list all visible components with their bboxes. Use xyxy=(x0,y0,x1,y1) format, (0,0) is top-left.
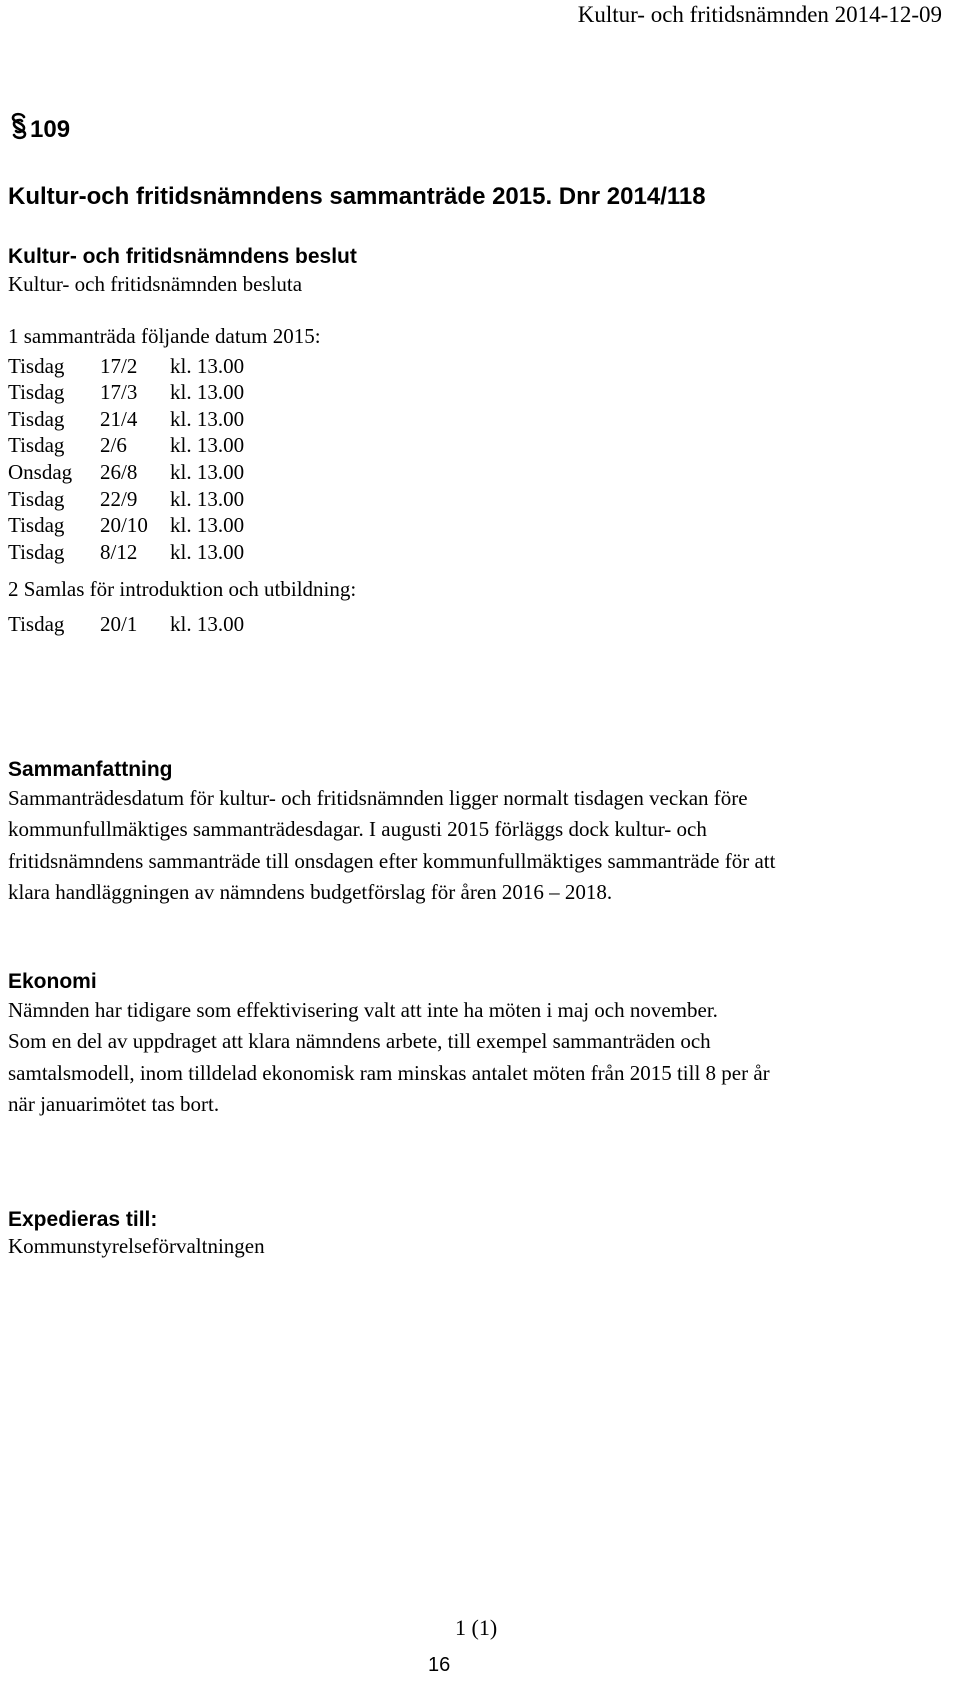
meeting-day: Tisdag xyxy=(8,433,65,457)
meeting-date: 20/10 xyxy=(100,513,148,537)
meeting-time: kl. 13.00 xyxy=(170,380,245,404)
meeting-time: kl. 13.00 xyxy=(170,513,245,537)
summary-line: Sammanträdesdatum för kultur- och fritidsnämnden ligger normalt tisdagen veckan före xyxy=(8,786,748,810)
decision-point-1: 1 sammanträda följande datum 2015: xyxy=(8,324,321,348)
summary-text xyxy=(8,783,958,909)
meeting-time: kl. 13.00 xyxy=(170,487,245,511)
decision-heading: Kultur- och fritidsnämndens beslut xyxy=(8,245,357,268)
meeting-day: Tisdag xyxy=(8,407,65,431)
meeting-day: Tisdag xyxy=(8,487,65,511)
dispatch-recipient: Kommunstyrelseförvaltningen xyxy=(8,1234,265,1258)
summary-line: klara handläggningen av nämndens budgetförslag för åren 2016 – 2018. xyxy=(8,880,613,905)
section-number: 109 xyxy=(30,116,71,143)
meeting-date: 26/8 xyxy=(100,460,138,484)
economy-line: Som en del av uppdraget att klara nämndens arbete, till exempel sammanträden och xyxy=(8,1029,711,1054)
meeting-date: 21/4 xyxy=(100,407,138,431)
economy-heading: Ekonomi xyxy=(8,970,97,993)
economy-text xyxy=(8,995,958,1121)
summary-line: kommunfullmäktiges sammanträdesdagar. I augusti 2015 förläggs dock kultur- och xyxy=(8,817,707,842)
meeting-day: Onsdag xyxy=(8,460,73,484)
summary-line: fritidsnämndens sammanträde till onsdagen efter kommunfullmäktiges sammanträde för att xyxy=(8,848,776,873)
meeting-date: 17/3 xyxy=(100,380,138,404)
meeting-date: 22/9 xyxy=(100,487,138,511)
meeting-time: kl. 13.00 xyxy=(170,460,245,484)
meeting-time: kl. 13.00 xyxy=(170,354,245,378)
decision-point-2: 2 Samlas för introduktion och utbildning: xyxy=(8,577,357,601)
meeting-day: Tisdag xyxy=(8,380,65,404)
meeting-day: Tisdag xyxy=(8,513,65,537)
page-count: 1 (1) xyxy=(455,1615,498,1640)
page-number: 16 xyxy=(428,1654,451,1676)
section-title: Kultur-och fritidsnämndens sammanträde 2015. Dnr 2014/118 xyxy=(8,183,706,210)
economy-line: samtalsmodell, inom tilldelad ekonomisk ram minskas antalet möten från 2015 till 8 per år xyxy=(8,1060,770,1085)
meeting-day: Tisdag xyxy=(8,612,65,636)
meeting-date: 17/2 xyxy=(100,354,138,378)
summary-heading: Sammanfattning xyxy=(8,758,173,781)
meeting-date: 2/6 xyxy=(100,433,127,457)
economy-line: Nämnden har tidigare som effektivisering valt att inte ha möten i maj och november. xyxy=(8,998,718,1022)
paragraph-sign-icon xyxy=(8,112,30,140)
meeting-date: 20/1 xyxy=(100,612,138,636)
meeting-time: kl. 13.00 xyxy=(170,407,245,431)
meeting-day: Tisdag xyxy=(8,354,65,378)
meeting-time: kl. 13.00 xyxy=(170,612,245,636)
meeting-date: 8/12 xyxy=(100,540,138,564)
page-header: Kultur- och fritidsnämnden 2014-12-09 xyxy=(577,2,942,27)
economy-line: när januarimötet tas bort. xyxy=(8,1092,220,1117)
meeting-time: kl. 13.00 xyxy=(170,433,245,457)
meeting-time: kl. 13.00 xyxy=(170,540,245,564)
meeting-day: Tisdag xyxy=(8,540,65,564)
decision-intro: Kultur- och fritidsnämnden besluta xyxy=(8,272,303,296)
dispatch-heading: Expedieras till: xyxy=(8,1208,158,1231)
